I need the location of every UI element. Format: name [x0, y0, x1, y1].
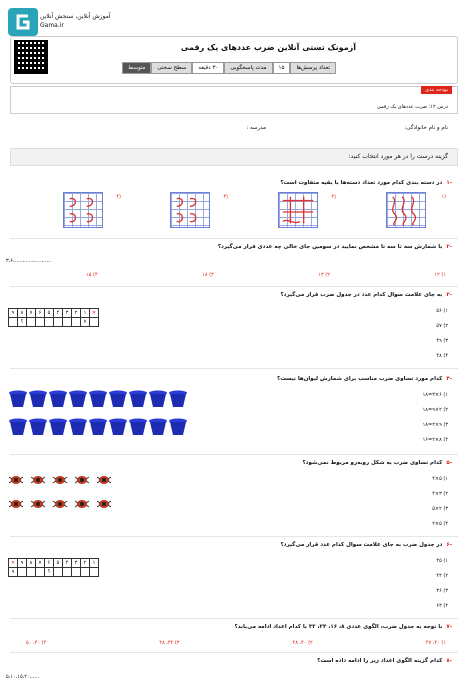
option-4[interactable]: ۴) ۸×۲=۱۶: [422, 437, 448, 443]
table-cell: [45, 318, 54, 327]
option-1[interactable]: ۱) ۱۲: [434, 272, 446, 278]
table-cell: [54, 568, 63, 577]
table-cell: [81, 568, 90, 577]
page-title: آزمونک تستی آنلاین ضرب عددهای یک رقمی: [180, 43, 356, 52]
option-2[interactable]: ۲) ۲×۹=۱۸: [422, 407, 448, 413]
option-1[interactable]: ۱): [441, 194, 446, 200]
cup-icon: [148, 390, 168, 408]
table-cell: [72, 568, 81, 577]
bug-icon: [8, 474, 24, 486]
budget-tag: بودجه بندی: [421, 86, 452, 94]
table-cell: [54, 318, 63, 327]
table-cell: ۳: [72, 559, 81, 568]
question-text: کدام تساوی ضرب به شکل روبه‌رو مربوط نمی‌شود؟: [302, 460, 443, 466]
bug-icon: [74, 474, 90, 486]
table-cell: [18, 568, 27, 577]
qr-code: [14, 40, 48, 74]
table-cell: ۶: [36, 309, 45, 318]
table-cell: ۵: [54, 559, 63, 568]
option-2[interactable]: ۲) ۳×۴: [432, 491, 448, 497]
table-cell: ۹: [9, 568, 18, 577]
info-label-count: تعداد پرسش‌ها: [290, 62, 336, 74]
option-3[interactable]: ۳) ۴۴، ۴۸: [159, 640, 180, 646]
option-3[interactable]: ۳) ۲×۵: [432, 506, 448, 512]
school-label: مدرسه :: [246, 125, 266, 131]
bug-icon: [96, 498, 112, 510]
question-3: [280, 292, 452, 298]
question-1: [280, 180, 452, 186]
logo-text: [40, 12, 111, 30]
question-number: -۳: [446, 292, 452, 298]
info-value-count: ۱۵: [273, 62, 291, 74]
q4-options: [423, 392, 448, 443]
question-5: [302, 460, 452, 466]
option-2[interactable]: ۲) ۴۴: [436, 573, 448, 579]
q5-options: [432, 476, 448, 527]
times-icon: ✕: [9, 559, 18, 568]
divider: [10, 238, 458, 239]
multiplication-table-2: [8, 558, 99, 577]
info-label-level: سطح سختی: [151, 62, 192, 74]
cup-icon: [88, 418, 108, 436]
option-3[interactable]: ۳): [223, 194, 228, 200]
cups-image: [8, 390, 188, 446]
divider: [10, 454, 458, 455]
option-2[interactable]: ۲) ۴۰، ۴۸: [292, 640, 313, 646]
question-text: به جای علامت سوال کدام عدد در جدول ضرب قرار می‌گیرد؟: [280, 292, 443, 298]
q2-options: [86, 272, 446, 278]
table-cell: [36, 318, 45, 327]
multiplication-table-1: [8, 308, 99, 327]
divider: [10, 536, 458, 537]
maze-image-3: [170, 192, 210, 228]
table-cell: ۱: [81, 309, 90, 318]
info-value-time: ۳۰ دقیقه: [192, 62, 224, 74]
question-number: -۴: [446, 376, 452, 382]
option-4[interactable]: ۴): [116, 194, 121, 200]
table-cell: ۷: [36, 559, 45, 568]
table-cell: [36, 568, 45, 577]
cup-icon: [68, 390, 88, 408]
info-value-level: متوسط: [122, 62, 151, 74]
q1-options: [0, 192, 466, 234]
option-1[interactable]: ۱) ۴۰، ۴۷: [425, 640, 446, 646]
logo-site: Gama.ir: [40, 22, 64, 29]
bug-icon: [30, 498, 46, 510]
bug-icon: [8, 498, 24, 510]
question-number: -۶: [446, 542, 452, 548]
table-cell: ۵: [45, 309, 54, 318]
option-2[interactable]: ۲) ۵۷: [436, 323, 448, 329]
option-3[interactable]: ۳) ۹×۲=۱۸: [422, 422, 448, 428]
question-6: [280, 542, 452, 548]
cup-icon: [128, 390, 148, 408]
logo: [8, 8, 38, 36]
cup-icon: [68, 418, 88, 436]
cup-icon: [28, 418, 48, 436]
bug-icon: [30, 474, 46, 486]
table-cell: ۶: [45, 559, 54, 568]
table-cell: [72, 318, 81, 327]
divider: [10, 652, 458, 653]
table-cell: ۸: [27, 559, 36, 568]
option-3[interactable]: ۳) ۱۸: [202, 272, 214, 278]
bugs-image: [8, 474, 128, 522]
cup-icon: [168, 418, 188, 436]
question-number: -۲: [446, 244, 452, 250]
question-8: [317, 658, 452, 664]
info-row: [122, 62, 336, 74]
table-cell: [63, 318, 72, 327]
cup-icon: [8, 390, 28, 408]
question-4: [277, 376, 452, 382]
q6-options: [436, 558, 448, 609]
question-text: در جدول ضرب به جای علامت سوال کدام عدد قرار می‌گیرد؟: [280, 542, 443, 548]
divider: [10, 286, 458, 287]
question-text: با شمارش سه تا سه تا مشخص نمایید در سومین جای خالی چه عددی قرار می‌گیرد؟: [217, 244, 443, 250]
option-4[interactable]: ۴) ۴۰، ۵۰: [26, 640, 47, 646]
question-number: -۱: [446, 180, 452, 186]
cup-icon: [168, 390, 188, 408]
option-1[interactable]: ۱) ۴۵: [436, 558, 448, 564]
maze-image-4: [63, 192, 103, 228]
logo-tagline: آموزش آنلاین، سنجش آنلاین: [40, 13, 111, 20]
option-1[interactable]: ۱) ۵۶: [436, 308, 448, 314]
cup-icon: [48, 418, 68, 436]
table-cell: ۱: [90, 559, 99, 568]
table-cell: ۹: [18, 559, 27, 568]
divider: [10, 368, 458, 369]
question-text: در دسته بندی کدام مورد تعداد دسته‌ها با بقیه متفاوت است؟: [280, 180, 443, 186]
table-cell: ۹: [9, 309, 18, 318]
option-4[interactable]: ۴) ۱۵: [86, 272, 98, 278]
cup-icon: [148, 418, 168, 436]
question-2: [218, 244, 452, 250]
option-1[interactable]: ۱) ۶×۳=۱۸: [422, 392, 448, 398]
option-2[interactable]: ۲): [331, 194, 336, 200]
cup-icon: [108, 390, 128, 408]
option-4[interactable]: ۴) ۴۸: [436, 353, 448, 359]
bug-icon: [74, 498, 90, 510]
question-text: کدام مورد تساوی ضرب مناسب برای شمارش لیوان‌ها نیست؟: [277, 376, 443, 382]
table-cell: ۴: [54, 309, 63, 318]
question-text: کدام گزینه الگوی اعداد زیر را ادامه داده است؟: [317, 658, 443, 664]
bug-icon: [96, 474, 112, 486]
table-cell: ؟: [45, 568, 54, 577]
table-cell: ۴: [63, 559, 72, 568]
option-1[interactable]: ۱) ۵×۴: [432, 476, 448, 482]
bug-icon: [52, 474, 68, 486]
info-label-time: مدت پاسخگویی: [224, 62, 272, 74]
table-cell: [90, 568, 99, 577]
option-4[interactable]: ۴) ۵×۲: [432, 521, 448, 527]
question-number: -۸: [446, 658, 452, 664]
bug-icon: [52, 498, 68, 510]
table-cell: ؟: [18, 318, 27, 327]
table-cell: ۲: [81, 559, 90, 568]
cup-icon: [8, 418, 28, 436]
cup-icon: [108, 418, 128, 436]
q2-sequence: ۳،۶،.....،.....،.....،.....: [6, 258, 52, 264]
table-cell: ۷: [27, 309, 36, 318]
question-number: -۷: [446, 624, 452, 630]
table-cell: [27, 568, 36, 577]
q8-sequence: ۵،۱۰،۱۵،۲۰،.....: [6, 674, 40, 680]
q7-options: [26, 640, 446, 646]
cup-icon: [48, 390, 68, 408]
option-3[interactable]: ۳) ۴۹: [436, 338, 448, 344]
divider: [10, 618, 458, 619]
maze-image-2: [278, 192, 318, 228]
section-instruction: گزینه درست را در هر مورد انتخاب کنید:: [348, 153, 448, 160]
maze-image-1: [386, 192, 426, 228]
cup-icon: [128, 418, 148, 436]
q3-options: [436, 308, 448, 359]
question-number: -۵: [446, 460, 452, 466]
table-cell: ۳: [63, 309, 72, 318]
option-4[interactable]: ۴) ۶۳: [436, 603, 448, 609]
table-cell: [90, 318, 99, 327]
table-cell: ۲: [72, 309, 81, 318]
question-7: [235, 624, 452, 630]
student-name-label: نام و نام خانوادگی:: [404, 125, 448, 131]
table-cell: [9, 318, 18, 327]
question-text: با توجه به جدول ضرب، الگوی عددی ۸، ۱۶، ۲۴، ۳۲ با کدام اعداد ادامه می‌یابد؟: [234, 624, 443, 630]
topic-text: درس ۱۲: ضرب عددهای یک رقمی: [376, 104, 448, 110]
table-cell: ۷: [81, 318, 90, 327]
table-cell: ۸: [18, 309, 27, 318]
table-cell: [63, 568, 72, 577]
cup-icon: [28, 390, 48, 408]
option-2[interactable]: ۲) ۱۳: [318, 272, 330, 278]
table-cell: [27, 318, 36, 327]
times-icon: ✕: [90, 309, 99, 318]
option-3[interactable]: ۳) ۳۶: [436, 588, 448, 594]
cup-icon: [88, 390, 108, 408]
